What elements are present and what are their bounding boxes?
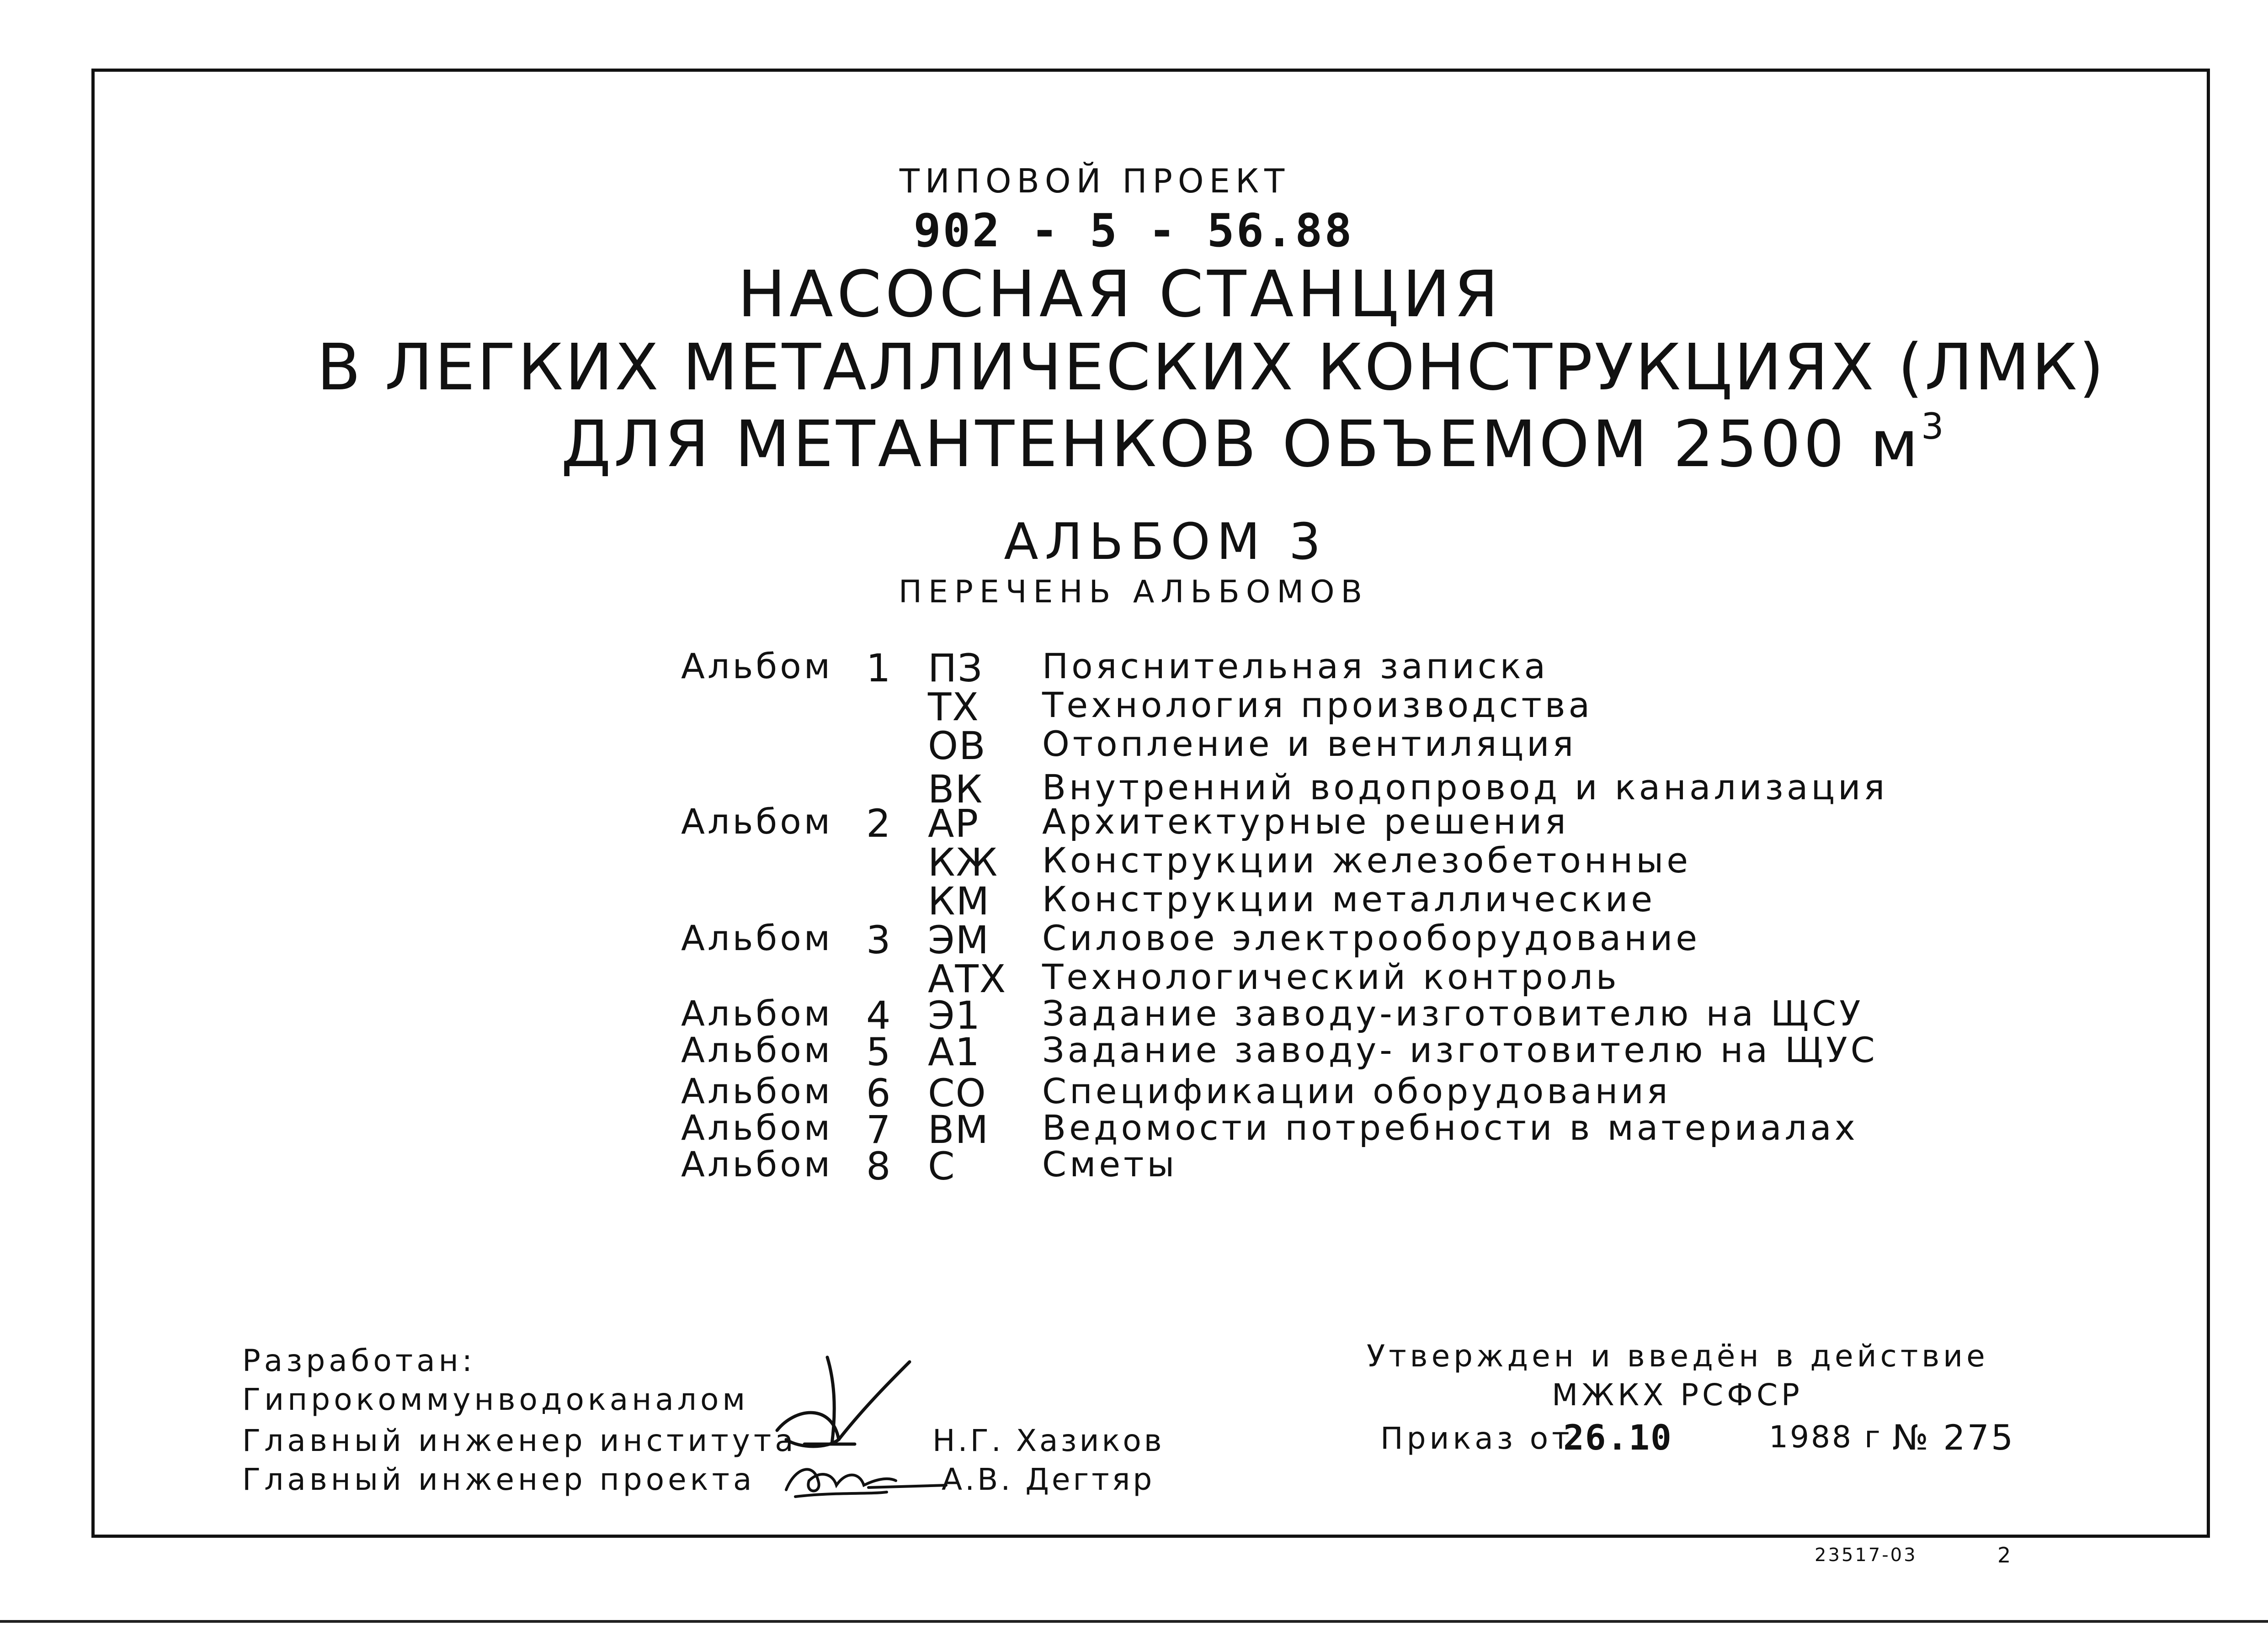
- section-code: ВМ: [928, 1107, 990, 1152]
- section-description: Конструкции железобетонные: [1042, 840, 1692, 881]
- album-number: 4: [866, 993, 891, 1038]
- album-word: Альбом: [681, 1030, 833, 1070]
- chief-engineer-project-label: Главный инженер проекта: [242, 1462, 756, 1497]
- album-heading: АЛЬБОМ 3: [1004, 512, 1327, 571]
- order-year: 1988 г: [1769, 1419, 1882, 1455]
- title-line-3-text: ДЛЯ МЕТАНТЕНКОВ ОБЪЕМОМ 2500 м: [561, 407, 1921, 482]
- section-code: КМ: [928, 879, 990, 924]
- album-word: Альбом: [681, 646, 833, 686]
- approval-statement: Утвержден и введён в действие: [1367, 1339, 1989, 1374]
- section-description: Пояснительная записка: [1042, 646, 1549, 686]
- section-code: АТХ: [928, 956, 1007, 1001]
- section-description: Конструкции металлические: [1042, 879, 1656, 919]
- chief-engineer-institute-label: Главный инженер института: [242, 1423, 797, 1458]
- album-word: Альбом: [681, 993, 833, 1034]
- section-code: ОВ: [928, 723, 986, 768]
- section-description: Отопление и вентиляция: [1042, 723, 1577, 764]
- section-description: Технология производства: [1042, 685, 1593, 725]
- album-word: Альбом: [681, 1107, 833, 1148]
- project-label: ТИПОВОЙ ПРОЕКТ: [899, 162, 1290, 200]
- section-description: Задание заводу- изготовителю на ЩУС: [1042, 1030, 1878, 1070]
- section-code: ПЗ: [928, 646, 984, 691]
- section-description: Сметы: [1042, 1144, 1178, 1185]
- title-line-3: [561, 406, 1944, 482]
- signature-degtyar: [777, 1453, 951, 1504]
- section-description: Внутренний водопровод и канализация: [1042, 767, 1888, 808]
- section-description: Спецификации оборудования: [1042, 1071, 1671, 1111]
- section-description: Задание заводу-изготовителю на ЩСУ: [1042, 993, 1864, 1034]
- album-number: 7: [866, 1107, 891, 1152]
- section-code: Э1: [928, 993, 981, 1038]
- order-number: № 275: [1892, 1417, 2015, 1458]
- document-code: 23517-03: [1815, 1545, 1917, 1566]
- project-number: 902 - 5 - 56.88: [913, 204, 1354, 257]
- section-description: Архитектурные решения: [1042, 801, 1569, 842]
- section-code: С: [928, 1144, 956, 1189]
- album-word: Альбом: [681, 1144, 833, 1185]
- section-code: КЖ: [928, 840, 999, 885]
- section-code: АР: [928, 801, 980, 846]
- chief-engineer-institute-name: Н.Г. Хазиков: [932, 1423, 1165, 1458]
- chief-engineer-project-name: А.В. Дегтяр: [942, 1462, 1155, 1497]
- order-label: Приказ от: [1380, 1421, 1573, 1456]
- section-description: Технологический контроль: [1042, 956, 1620, 997]
- approval-authority: МЖКХ РСФСР: [1552, 1377, 1803, 1413]
- section-description: Ведомости потребности в материалах: [1042, 1107, 1858, 1148]
- section-code: ЭМ: [928, 918, 990, 962]
- developer-organization: Гипрокоммунводоканалом: [242, 1382, 749, 1417]
- section-code: А1: [928, 1030, 980, 1074]
- developed-by-label: Разработан:: [242, 1343, 476, 1378]
- order-date: 26.10: [1563, 1417, 1672, 1458]
- album-word: Альбом: [681, 918, 833, 958]
- album-number: 8: [866, 1144, 891, 1189]
- album-word: Альбом: [681, 1071, 833, 1111]
- album-list-heading: ПЕРЕЧЕНЬ АЛЬБОМОВ: [898, 574, 1369, 610]
- section-code: СО: [928, 1071, 987, 1116]
- album-number: 5: [866, 1030, 891, 1074]
- signature-khazikov: [759, 1353, 914, 1458]
- album-word: Альбом: [681, 801, 833, 842]
- unit-power: 3: [1921, 406, 1944, 447]
- title-line-2: В ЛЕГКИХ МЕТАЛЛИЧЕСКИХ КОНСТРУКЦИЯХ (ЛМК): [317, 330, 2106, 405]
- bottom-edge-line: [0, 1620, 2268, 1623]
- album-number: 3: [866, 918, 891, 962]
- album-number: 2: [866, 801, 891, 846]
- sheet-number: 2: [1997, 1543, 2014, 1567]
- section-code: ТХ: [928, 685, 980, 729]
- section-description: Силовое электрооборудование: [1042, 918, 1701, 958]
- album-number: 1: [866, 646, 891, 691]
- section-code: ВК: [928, 767, 984, 812]
- title-line-1: НАСОСНАЯ СТАНЦИЯ: [737, 257, 1502, 332]
- album-number: 6: [866, 1071, 891, 1116]
